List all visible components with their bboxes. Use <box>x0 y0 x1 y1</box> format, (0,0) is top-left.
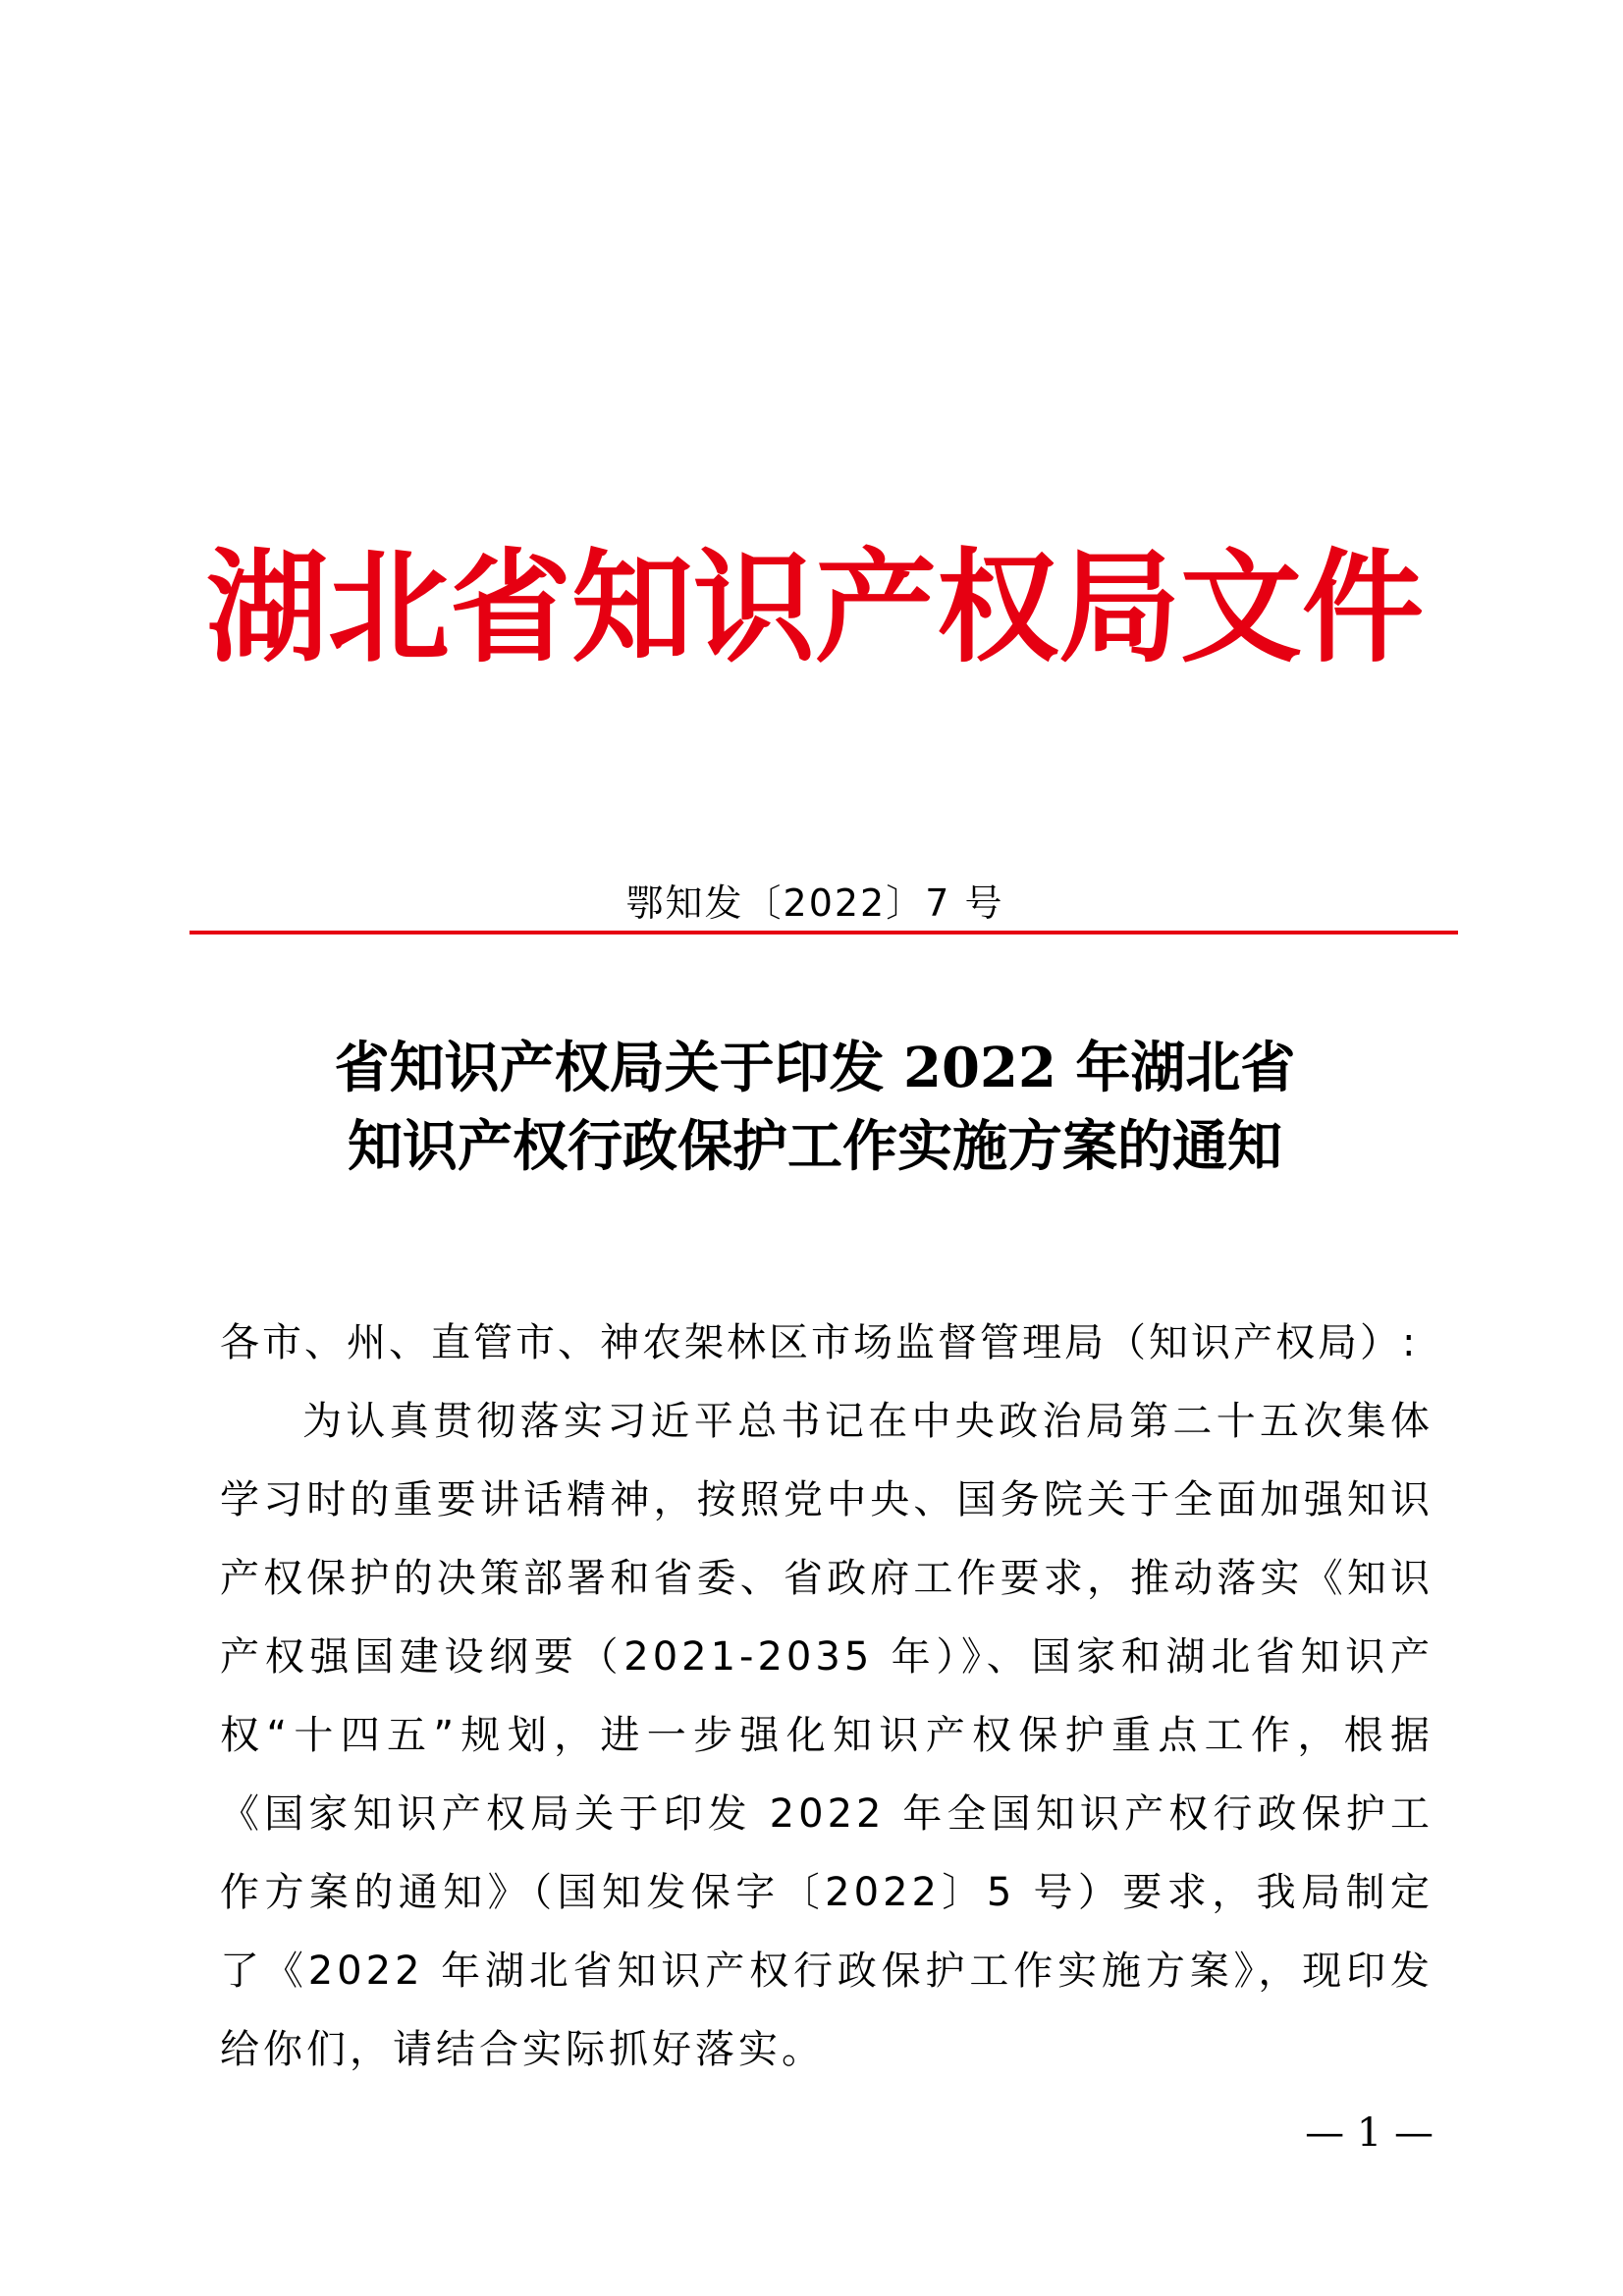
document-number: 鄂知发〔2022〕7 号 <box>625 881 1004 925</box>
body-paragraph: 为认真贯彻落实习近平总书记在中央政治局第二十五次集体学习时的重要讲话精神，按照党中央、国务院关于全面加强知识产权保护的决策部署和省委、省政府工作要求，推动落实《知识产权强国建设纲要（2021-2035 年）》、国家和湖北省知识产权“十四五”规划，进一步强化知识产权保护重点工作，根据《国家知识产权局关于印发 2022 年全国知识产权行政保护工作方案的通知》（国知发保字〔2022〕5 号）要求，我局制定了《2022 年湖北省知识产权行政保护工作实施方案》，现印发给你们，请结合实际抓好落实。 <box>220 1399 1434 2072</box>
document-title-line-1: 省知识产权局关于印发 2022 年湖北省 <box>334 1036 1296 1100</box>
document-body <box>220 1304 1434 2089</box>
document-title <box>196 1029 1434 1186</box>
letterhead-title: 湖北省知识产权局文件 <box>205 537 1424 679</box>
red-divider-line <box>189 931 1458 934</box>
page-number: — 1 — <box>1305 2110 1434 2156</box>
salutation: 各市、州、直管市、神农架林区市场监督管理局（知识产权局）: <box>220 1320 1419 1365</box>
document-title-line-2: 知识产权行政保护工作实施方案的通知 <box>348 1114 1282 1179</box>
